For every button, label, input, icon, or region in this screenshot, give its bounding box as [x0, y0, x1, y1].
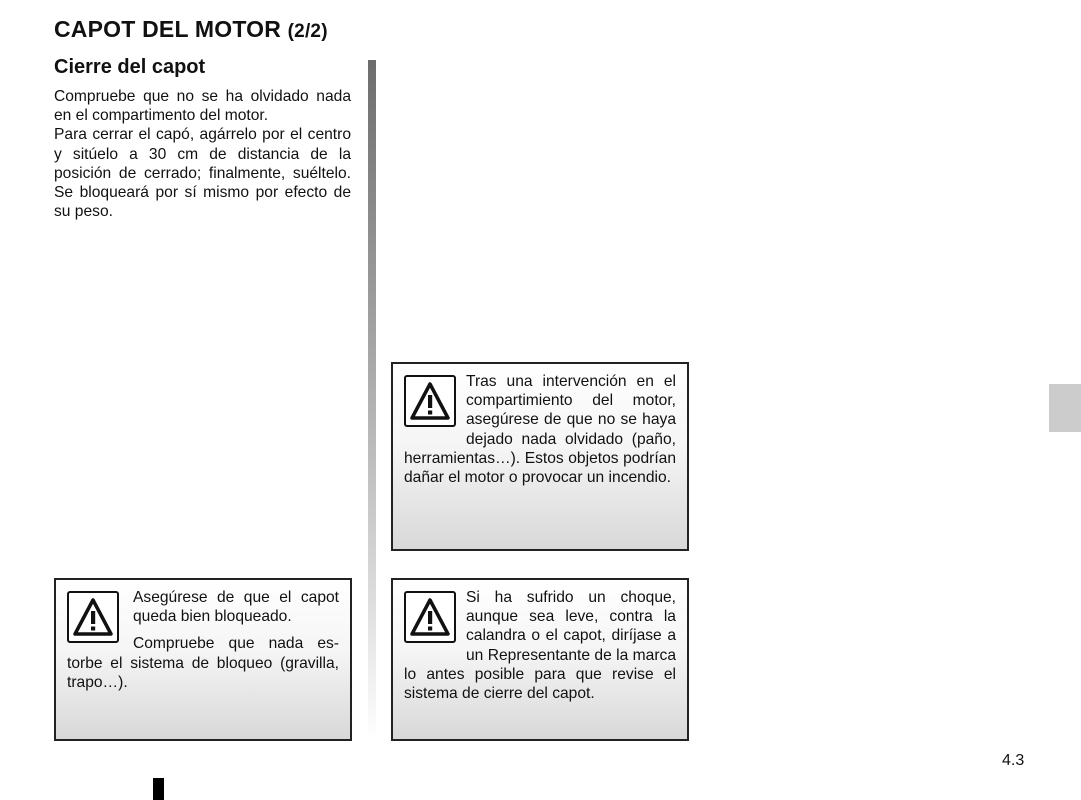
page-title-suffix: (2/2)	[287, 21, 328, 42]
section-tab-marker	[1049, 384, 1081, 432]
page-title-text: CAPOT DEL MOTOR	[54, 16, 282, 42]
page-title	[54, 16, 328, 43]
warning-text: Tras una intervención en el compartimiento del motor, asegúrese de que no se haya dejado nada olvidado (paño, herramientas…). Estos objetos podrían dañar el motor o provocar un incendio.	[404, 373, 676, 487]
section-body	[54, 87, 351, 221]
page-number: 4.3	[1002, 752, 1025, 769]
body-paragraph: Compruebe que no se ha olvidado nada en el compartimento del motor.	[54, 88, 351, 125]
warning-box-impact	[391, 578, 689, 741]
warning-box-intervention	[391, 362, 689, 551]
warning-box-lock	[54, 578, 352, 741]
warning-triangle-icon	[404, 375, 456, 427]
warning-text: Si ha sufrido un choque, aunque sea leve, contra la calandra o el capot, diríjase a un Representante de la marca lo antes posible para que revise el sistema de cierre del capot.	[404, 589, 676, 703]
column-divider	[368, 60, 376, 740]
warning-text: Compruebe que nada estorbe el sistema de bloqueo (gravilla, trapo…).	[67, 635, 339, 691]
warning-triangle-icon	[67, 591, 119, 643]
warning-text: Asegúrese de que el capot queda bien bloqueado.	[133, 589, 339, 626]
body-paragraph: Para cerrar el capó, agárrelo por el centro y sitúelo a 30 cm de distancia de la posición de cerrado; finalmente, suéltelo. Se bloqueará por sí mismo por efecto de su peso.	[54, 126, 351, 221]
section-heading: Cierre del capot	[54, 56, 206, 78]
warning-triangle-icon	[404, 591, 456, 643]
crop-mark	[153, 778, 164, 800]
